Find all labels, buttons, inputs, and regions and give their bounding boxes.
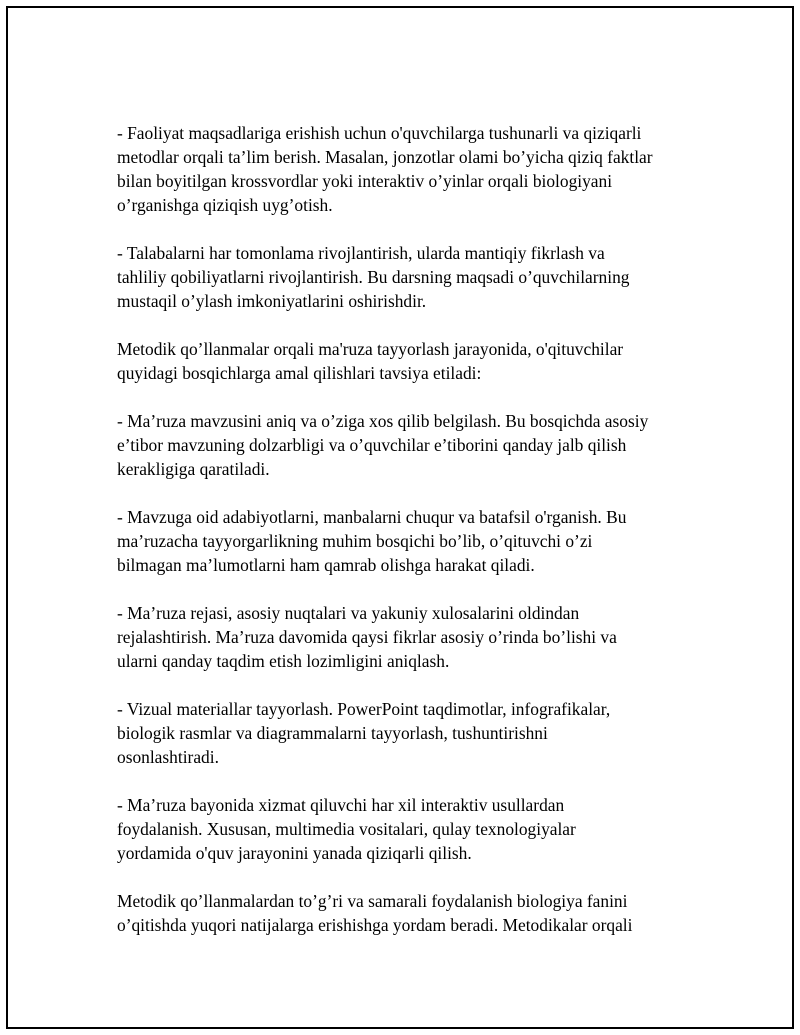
text-line: tahliliy qobiliyatlarni rivojlantirish. Bu darsning maqsadi o’quvchilarning	[117, 267, 630, 287]
text-line: bilan boyitilgan krossvordlar yoki interaktiv o’yinlar orqali biologiyani	[117, 171, 613, 191]
text-line: e’tibor mavzuning dolzarbligi va o’quvchilar e’tiborini qanday jalb qilish	[117, 435, 627, 455]
text-line: - Mavzuga oid adabiyotlarni, manbalarni chuqur va batafsil o'rganish. Bu	[117, 507, 627, 527]
document-page	[6, 6, 794, 1029]
document-body	[117, 121, 697, 961]
text-line: o’qitishda yuqori natijalarga erishishga yordam beradi. Metodikalar orqali	[117, 915, 633, 935]
text-line: o’rganishga qiziqish uyg’otish.	[117, 195, 333, 215]
text-line: Metodik qo’llanmalar orqali ma'ruza tayyorlash jarayonida, o'qituvchilar	[117, 339, 624, 359]
text-line: yordamida o'quv jarayonini yanada qiziqarli qilish.	[117, 843, 472, 863]
text-line: - Ma’ruza rejasi, asosiy nuqtalari va yakuniy xulosalarini oldindan	[117, 603, 580, 623]
paragraph-interactive	[117, 793, 697, 865]
text-line: - Ma’ruza bayonida xizmat qiluvchi har xil interaktiv usullardan	[117, 795, 565, 815]
text-line: - Faoliyat maqsadlariga erishish uchun o'quvchilarga tushunarli va qiziqarli	[117, 123, 642, 143]
text-line: biologik rasmlar va diagrammalarni tayyorlash, tushuntirishni	[117, 723, 548, 743]
text-line: quyidagi bosqichlarga amal qilishlari tavsiya etiladi:	[117, 363, 482, 383]
text-line: mustaqil o’ylash imkoniyatlarini oshirishdir.	[117, 291, 427, 311]
text-line: - Talabalarni har tomonlama rivojlantirish, ularda mantiqiy fikrlash va	[117, 243, 605, 263]
text-line: bilmagan ma’lumotlarni ham qamrab olishga harakat qiladi.	[117, 555, 535, 575]
paragraph-topic	[117, 409, 697, 481]
paragraph-plan	[117, 601, 697, 673]
paragraph-literature	[117, 505, 697, 577]
text-line: osonlashtiradi.	[117, 747, 219, 767]
text-line: kerakligiga qaratiladi.	[117, 459, 270, 479]
text-line: - Ma’ruza mavzusini aniq va o’ziga xos qilib belgilash. Bu bosqichda asosiy	[117, 411, 649, 431]
text-line: rejalashtirish. Ma’ruza davomida qaysi fikrlar asosiy o’rinda bo’lishi va	[117, 627, 617, 647]
paragraph-conclusion	[117, 889, 697, 937]
text-line: Metodik qo’llanmalardan to’g’ri va samarali foydalanish biologiya fanini	[117, 891, 628, 911]
paragraph-stages-intro	[117, 337, 697, 385]
text-line: metodlar orqali ta’lim berish. Masalan, jonzotlar olami bo’yicha qiziq faktlar	[117, 147, 653, 167]
text-line: - Vizual materiallar tayyorlash. PowerPoint taqdimotlar, infografikalar,	[117, 699, 611, 719]
paragraph-visuals	[117, 697, 697, 769]
text-line: ularni qanday taqdim etish lozimligini aniqlash.	[117, 651, 450, 671]
paragraph-development	[117, 241, 697, 313]
text-line: ma’ruzacha tayyorgarlikning muhim bosqichi bo’lib, o’qituvchi o’zi	[117, 531, 593, 551]
text-line: foydalanish. Xususan, multimedia vositalari, qulay texnologiyalar	[117, 819, 576, 839]
paragraph-goals	[117, 121, 697, 217]
